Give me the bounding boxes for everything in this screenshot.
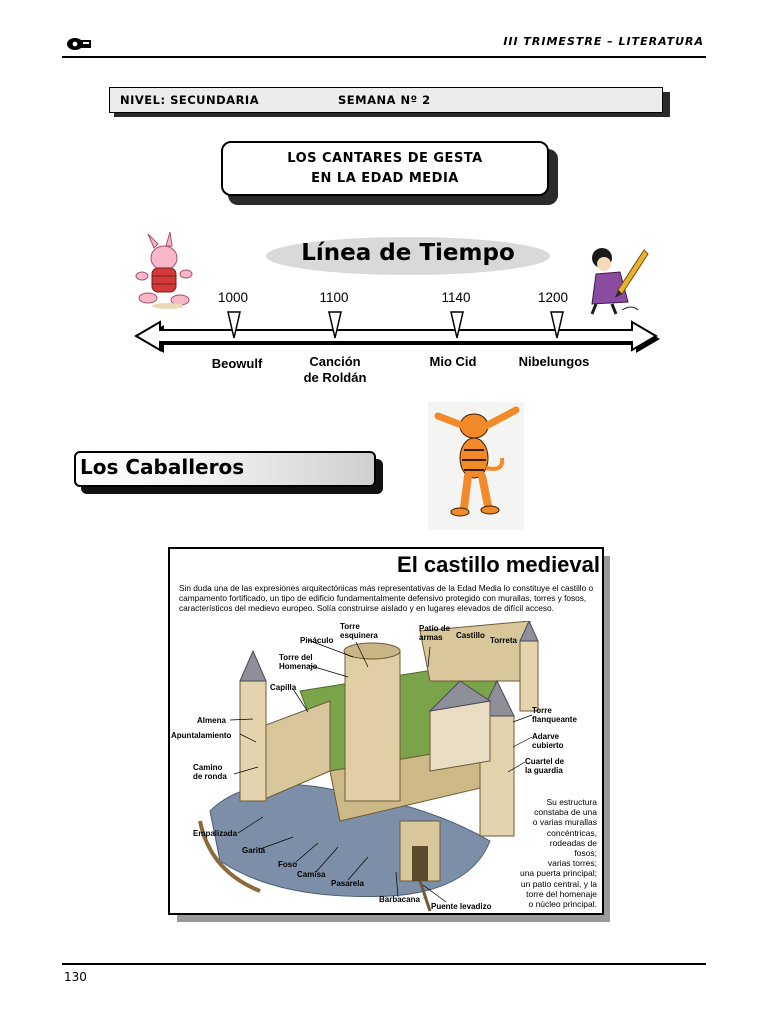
label-foso: Foso xyxy=(278,860,298,869)
figure-intro-text: Sin duda una de las expresiones arquitectónicas más representativas de la Edad Media lo constituye el castillo o campamento fortificado, un tipo de edificio fundamentalmente defensivo protegido con murallas, torres y fosos, característicos del medievo europeo. Solía construirse aislado y en lugares elevados de difícil acceso. xyxy=(179,583,594,613)
label-capilla: Capilla xyxy=(270,683,297,692)
timeline-year-1100: 1100 xyxy=(319,290,349,305)
label-puente-levadizo: Puente levadizo xyxy=(431,902,492,911)
timeline-title: Línea de Tiempo xyxy=(301,240,515,266)
header-title: III TRIMESTRE – LITERATURA xyxy=(503,35,704,48)
label-cuartel-de-la-guardia: Cuartel de la guardia xyxy=(525,757,565,775)
page-number: 130 xyxy=(64,970,87,984)
girl-with-pencil-cartoon-illustration xyxy=(582,244,652,316)
label-torre-del-homenaje: Torre del Homenaje xyxy=(279,653,318,671)
label-garita: Garita xyxy=(242,846,266,855)
label-torre-flanqueante: Torre flanqueante xyxy=(532,706,577,724)
timeline-year-1140: 1140 xyxy=(441,290,471,305)
timeline-arrow xyxy=(134,318,664,358)
timeline-event-label: Nibelungos xyxy=(518,354,590,369)
footer-rule xyxy=(62,963,706,965)
timeline-event-mio-cid xyxy=(398,354,508,370)
timeline-marker xyxy=(327,310,343,344)
timeline-marker xyxy=(549,310,565,344)
reel-logo-icon xyxy=(66,36,92,50)
title-box xyxy=(221,141,549,196)
label-pinaculo: Pináculo xyxy=(300,636,334,645)
timeline-event-beowulf xyxy=(182,356,292,372)
label-camino-de-ronda: Camino de ronda xyxy=(193,763,227,781)
label-adarve-cubierto: Adarve cubierto xyxy=(532,732,564,750)
timeline-marker xyxy=(226,310,242,344)
label-empalizada: Empalizada xyxy=(193,829,238,838)
timeline-event-label-line2: de Roldán xyxy=(303,370,367,385)
week-label: SEMANA Nº 2 xyxy=(338,93,431,107)
figure-title: El castillo medieval xyxy=(397,552,600,577)
timeline-year-1000: 1000 xyxy=(217,290,249,305)
timeline-event-label: Beowulf xyxy=(211,356,263,371)
label-almena: Almena xyxy=(197,716,226,725)
timeline-event-cancion-de-roldan xyxy=(280,354,390,386)
label-torre-esquinera: Torre esquinera xyxy=(340,622,378,640)
label-camisa: Camisa xyxy=(297,870,326,879)
section-heading: Los Caballeros xyxy=(80,455,245,479)
timeline-marker xyxy=(449,310,465,344)
label-torreta: Torreta xyxy=(490,636,517,645)
page-title-line2: EN LA EDAD MEDIA xyxy=(311,171,459,186)
level-label: NIVEL: SECUNDARIA xyxy=(120,93,260,107)
label-pasarela: Pasarela xyxy=(331,879,364,888)
label-apuntalamiento: Apuntalamiento xyxy=(171,731,232,740)
label-barbacana: Barbacana xyxy=(379,895,420,904)
figure-structure-note: Su estructura constaba de una o varias murallas concéntricas, rodeadas de fosos; varias torres; una puerta principal; un patio central, y la torre del homenaje o núcleo principal. xyxy=(519,797,597,910)
label-patio-de-armas: Patio de armas xyxy=(419,624,451,642)
tigger-cartoon-illustration xyxy=(428,402,524,530)
timeline-year-1200: 1200 xyxy=(537,290,569,305)
piglet-cartoon-illustration xyxy=(134,228,200,312)
timeline-event-nibelungos xyxy=(499,354,609,370)
label-castillo: Castillo xyxy=(456,631,485,640)
page-title-line1: LOS CANTARES DE GESTA xyxy=(287,151,483,166)
header-rule xyxy=(62,56,706,58)
timeline-event-label: Canción xyxy=(309,354,361,369)
timeline-event-label: Mio Cid xyxy=(429,354,477,369)
